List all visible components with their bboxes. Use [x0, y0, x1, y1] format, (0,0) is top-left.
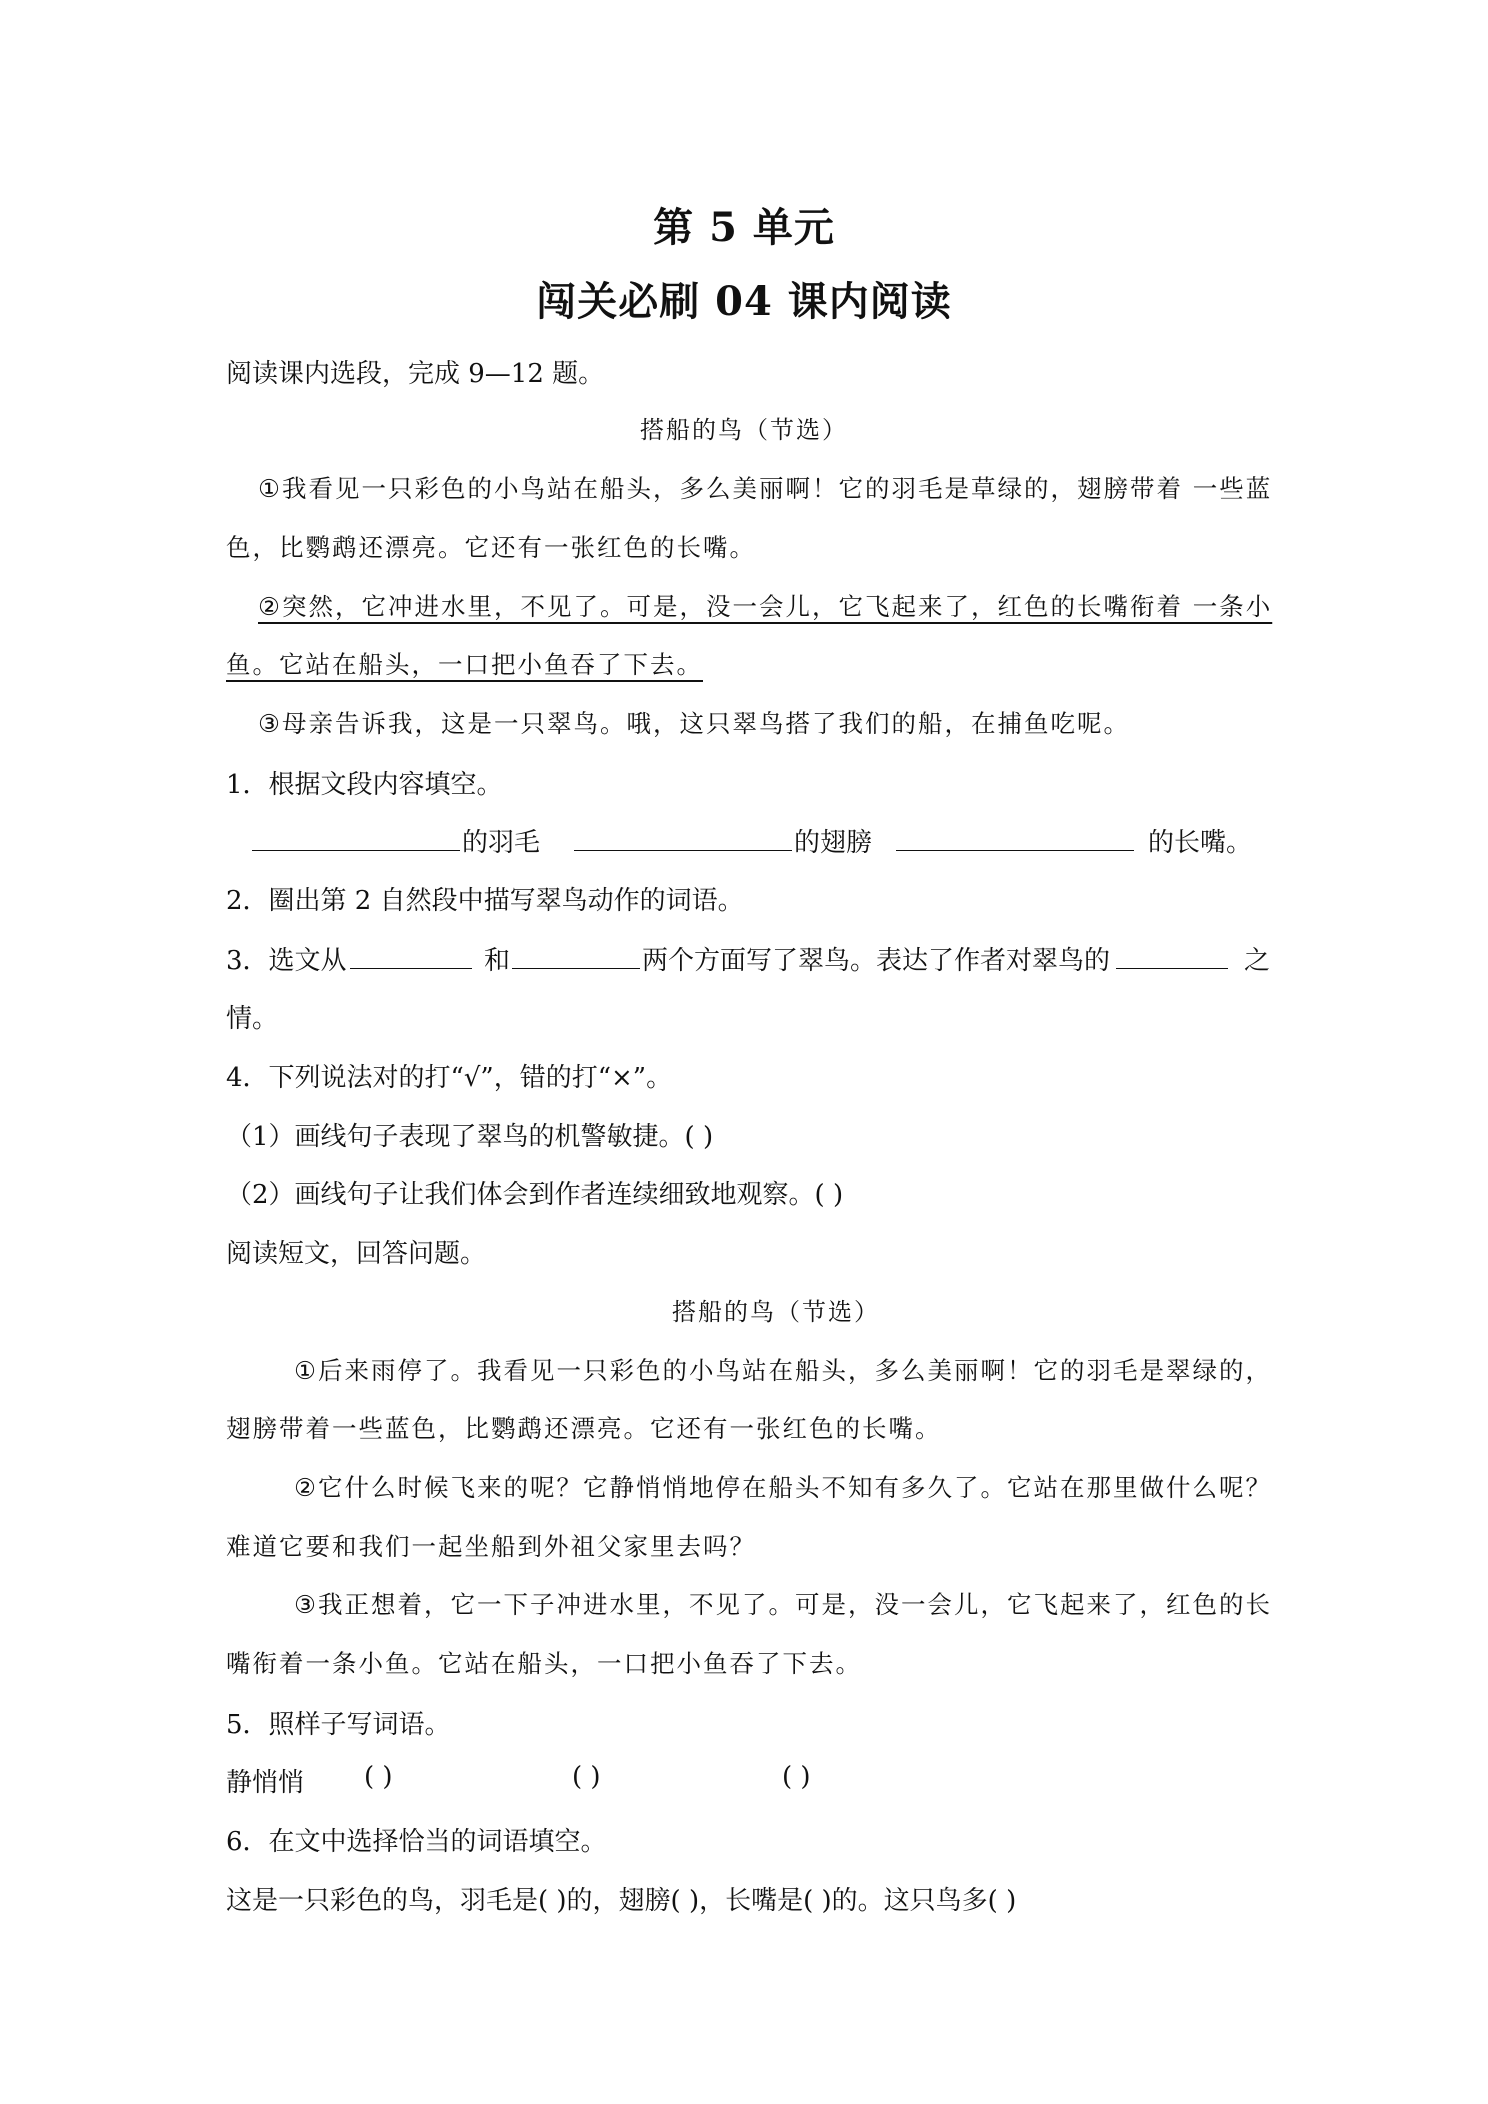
section1-p1-line1: ①我看见一只彩色的小鸟站在船头，多么美丽啊！它的羽毛是草绿的，翅膀带着 一些蓝	[258, 474, 1273, 503]
q5-example-word: 静悄悄	[226, 1768, 305, 1798]
question-4: 4．下列说法对的打“√”，错的打“×”。	[226, 1063, 673, 1093]
q5-answer-3[interactable]: ( )	[782, 1762, 811, 1792]
section1-passage-title: 搭船的鸟（节选）	[640, 416, 848, 444]
q5-answer-1[interactable]: ( )	[364, 1762, 393, 1792]
question-2: 2．圈出第 2 自然段中描写翠鸟动作的词语。	[226, 886, 744, 916]
section1-p1-line2: 色，比鹦鹉还漂亮。它还有一张红色的长嘴。	[226, 533, 756, 562]
question-3-line2: 情。	[226, 1004, 279, 1034]
section1-p2-line2-underlined: 鱼。它站在船头，一口把小鱼吞了下去。	[226, 650, 703, 679]
question-3-and: 和	[484, 946, 511, 976]
q1-beak-label: 的长嘴。	[1148, 828, 1253, 858]
section2-passage-title: 搭船的鸟（节选）	[672, 1298, 880, 1326]
question-4-item-2[interactable]: （2）画线句子让我们体会到作者连续细致地观察。( )	[226, 1180, 844, 1210]
question-4-item-1[interactable]: （1）画线句子表现了翠鸟的机警敏捷。( )	[226, 1122, 714, 1152]
page-subtitle: 闯关必刷 04 课内阅读	[536, 278, 952, 325]
section1-p2-line1-underlined: ②突然，它冲进水里，不见了。可是，没一会儿，它飞起来了，红色的长嘴衔着 一条小	[258, 592, 1273, 621]
section2-p2-line1: ②它什么时候飞来的呢？它静悄悄地停在船头不知有多久了。它站在那里做什么呢？	[294, 1473, 1272, 1502]
q3-blank-1[interactable]	[350, 968, 472, 969]
question-6-fill-line[interactable]: 这是一只彩色的鸟，羽毛是( )的，翅膀( )，长嘴是( )的。这只鸟多( )	[226, 1886, 1017, 1916]
q1-blank-wing[interactable]	[574, 850, 792, 851]
section2-p1-line1: ①后来雨停了。我看见一只彩色的小鸟站在船头，多么美丽啊！它的羽毛是翠绿的，	[294, 1356, 1272, 1385]
q3-blank-3[interactable]	[1116, 968, 1228, 969]
question-1: 1．根据文段内容填空。	[226, 770, 503, 800]
section2-intro: 阅读短文，回答问题。	[226, 1239, 487, 1269]
question-5: 5．照样子写词语。	[226, 1710, 451, 1740]
section1-p3-line1: ③母亲告诉我，这是一只翠鸟。哦，这只翠鸟搭了我们的船，在捕鱼吃呢。	[258, 709, 1130, 738]
q1-blank-beak[interactable]	[896, 850, 1134, 851]
section2-p3-line1: ③我正想着，它一下子冲进水里，不见了。可是，没一会儿，它飞起来了，红色的长	[294, 1590, 1272, 1619]
question-6: 6．在文中选择恰当的词语填空。	[226, 1827, 607, 1857]
q1-blank-feather[interactable]	[252, 850, 460, 851]
question-3-end: 之	[1244, 946, 1271, 976]
q1-feather-label: 的羽毛	[462, 828, 541, 858]
section2-p2-line2: 难道它要和我们一起坐船到外祖父家里去吗？	[226, 1532, 756, 1561]
page-title: 第 5 单元	[653, 204, 835, 251]
question-3-middle: 两个方面写了翠鸟。表达了作者对翠鸟的	[642, 946, 1111, 976]
q3-blank-2[interactable]	[512, 968, 640, 969]
question-3-start: 3．选文从	[226, 946, 347, 976]
q1-wing-label: 的翅膀	[794, 828, 873, 858]
section2-p1-line2: 翅膀带着一些蓝色，比鹦鹉还漂亮。它还有一张红色的长嘴。	[226, 1414, 942, 1443]
q5-answer-2[interactable]: ( )	[572, 1762, 601, 1792]
section2-p3-line2: 嘴衔着一条小鱼。它站在船头，一口把小鱼吞了下去。	[226, 1649, 862, 1678]
section1-intro: 阅读课内选段，完成 9—12 题。	[226, 359, 605, 389]
